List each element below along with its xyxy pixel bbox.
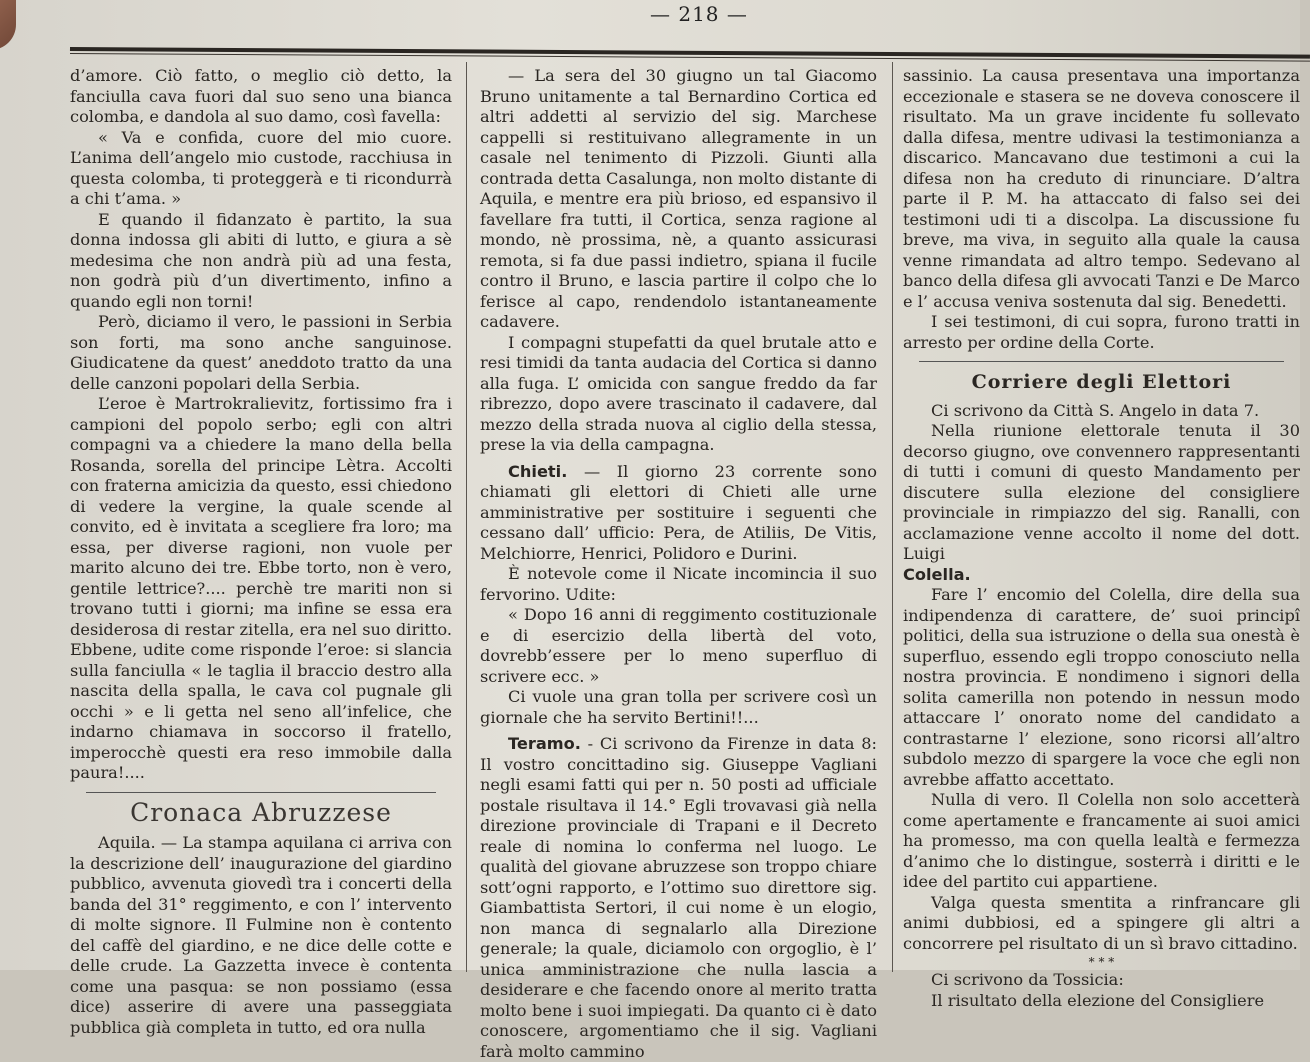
paragraph: — La sera del 30 giugno un tal Giacomo Bruno unitamente a tal Bernardino Cortica ed altri addetti al servizio del sig. Marchese cappelli si restituivano allegramente in un casale nel tenimento di Pizzoli. Giunti alla contrada detta Casalunga, non molto distante di Aquila, e mentre era più brioso, ed espansivo il favellare fra tutti, il Cortica, senza ragione al mondo, nè prossima, nè, a quanto assicurasi remota, si fa due passi indietro, spiana il fucile contro il Bruno, e lascia partire il colpo che lo ferisce al capo, rendendolo istantaneamente cadavere. xyxy=(480,66,877,331)
teramo-paragraph: Teramo. - Ci scrivono da Firenze in data 8: Il vostro concittadino sig. Giuseppe Vagliani negli esami fatti qui per n. 50 posti ad ufficiale postale risultava il 14.° Egli trovavasi già nella direzione provinciale di Trapani e il Decreto reale di nomina lo conferma nel luogo. Le qualità del giovane abruzzese son troppo chiare sott’ogni rapporto, e l’ottimo suo direttore sig. Giambattista Sertori, il cui nome è un elogio, non manca di segnalarlo alla Direzione generale; la quale, diciamolo con orgoglio, è l’ unica amministrazione che nulla lascia a desiderare e che facendo onore al merito tratta molto bene i suoi impiegati. Da quanto ci è dato conoscere, argomentiamo che il sig. Vagliani farà molto cammino xyxy=(480,734,877,1061)
paragraph: È notevole come il Nicate incomincia il suo fervorino. Udite: xyxy=(480,564,877,604)
column-divider-1 xyxy=(466,62,467,972)
paragraph: Ci scrivono da Città S. Angelo in data 7. xyxy=(931,400,1260,420)
paragraph: Nulla di vero. Il Colella non solo accetterà come apertamente e francamente ai suoi amici ha promesso, ma con quella lealtà e fermezza d’animo che lo distingue, sosterrà i diritti e le idee del partito cui appartiene. xyxy=(903,790,1300,891)
paragraph: Però, diciamo il vero, le passioni in Serbia son forti, ma sono anche sanguinose. Giudicatene da quest’ aneddoto tratto da una delle canzoni popolari della Serbia. xyxy=(70,312,452,393)
paragraph: Valga questa smentita a rinfrancare gli animi dubbiosi, ed a spingere gli altri a concorrere pel risultato di un sì bravo cittadino. xyxy=(903,892,1300,953)
section-rule xyxy=(919,361,1284,362)
section-rule xyxy=(86,792,436,793)
finger-thumb xyxy=(0,0,16,50)
paragraph: Ci scrivono da Tossicia: xyxy=(931,970,1124,989)
paragraph: I compagni stupefatti da quel brutale atto e resi timidi da tanta audacia del Cortica si danno alla fuga. L’ omicida con sangue freddo da far ribrezzo, dopo avere trascinato il cadavere, dal mezzo della strada nuova al ciglio della stessa, prese la via della campagna. xyxy=(480,332,877,454)
paragraph: sassinio. La causa presentava una importanza eccezionale e stasera se ne doveva conoscere il risultato. Ma un grave incidente fu sollevato dalla difesa, mentre udivasi la testimonianza a discarico. Mancavano due testimoni a cui la difesa non ha creduto di rinunciare. D’altra parte il P. M. ha attaccato di falso sei dei testimoni udi ti a discolpa. La discussione fu breve, ma viva, in seguito alla quale la causa venne rimandata ad altro tempo. Sedevano al banco della difesa gli avvocati Tanzi e De Marco e l’ accusa veniva sostenuta dal sig. Benedetti. xyxy=(903,66,1300,311)
column-divider-2 xyxy=(892,62,893,972)
asterism: * * * xyxy=(1088,955,1115,969)
paragraph: « Va e confida, cuore del mio cuore. L’anima dell’angelo mio custode, racchiusa in questa colomba, ti proteggerà e ti ricondurrà a chi t’ama. » xyxy=(70,127,452,208)
section-title-corriere: Corriere degli Elettori xyxy=(971,371,1232,393)
dateline-aquila: Aquila. xyxy=(98,833,156,852)
paragraph: « Dopo 16 anni di reggimento costituzionale e di esercizio della libertà del voto, dovrebb’essere per lo meno superfluo di scrivere ecc. » xyxy=(480,605,877,686)
dateline-chieti: Chieti. xyxy=(508,461,568,481)
paragraph: Fare l’ encomio del Colella, dire della sua indipendenza di carattere, de’ suoi principî politici, della sua istruzione o della sua onestà è superfluo, essendo egli troppo conosciuto nella nostra provincia. E nondimeno i signori della solita camerilla non potendo in nessun modo attaccare l’ onorato nome del candidato a contrastarne l’ elezione, sono ricorsi all’altro subdolo mezzo di spargere la voce che egli non avrebbe affatto accettato. xyxy=(903,585,1300,789)
section-title-cronaca: Cronaca Abruzzese xyxy=(130,797,392,827)
aquila-paragraph: Aquila. — La stampa aquilana ci arriva con la descrizione dell’ inaugurazione del giardino pubblico, avvenuta giovedì tra i concerti della banda del 31° reggimento, e con l’ intervento di molte signore. Il Fulmine non è contento del caffè del giardino, e ne dice delle cotte e delle crude. La Gazzetta invece è contenta come una pasqua: se non possiamo (essa dice) asserire di avere una passeggiata pubblica già completa in tutto, ed ora nulla xyxy=(70,833,452,1037)
candidate-name: Colella. xyxy=(903,564,971,584)
paragraph: Nella riunione elettorale tenuta il 30 decorso giugno, ove convennero rappresentanti di tutti i comuni di questo Mandamento per discutere sulla elezione del consigliere provinciale in rimpiazzo del sig. Ranalli, con acclamazione venne accolto il nome del dott. Luigi xyxy=(903,421,1300,563)
column-2 xyxy=(480,66,877,1061)
paragraph: Ci vuole una gran tolla per scrivere così un giornale che ha servito Bertini!!... xyxy=(480,687,877,727)
paragraph: L’eroe è Martrokralievitz, fortissimo fra i campioni del popolo serbo; egli con altri compagni va a chiedere la mano della bella Rosanda, sorella del principe Lètra. Accolti con fraterna amicizia da questo, essi chiedono di vedere la vergine, la quale scende al convito, ed è invitata a scegliere fra loro; ma essa, per diverse ragioni, non vuole per marito alcuno dei tre. Ebbe torto, non è vero, gentile lettrice?.... perchè tre mariti non si trovano tutti i giorni; ma infine se essa era desiderosa di restar zitella, era nel suo diritto. Ebbene, udite come risponde l’eroe: si slancia sulla fanciulla « le taglia il braccio destro alla nascita della spalla, le cava col pugnale gli occhi » e li getta nel seno all’infelice, che indarno chiamava in soccorso il fratello, imperocchè questi era reso immobile dalla paura!.... xyxy=(70,394,452,782)
paragraph: E quando il fidanzato è partito, la sua donna indossa gli abiti di lutto, e giura a sè medesima che non andrà più ad una festa, non godrà più d’un divertimento, infino a quando egli non torni! xyxy=(70,209,452,311)
paragraph: I sei testimoni, di cui sopra, furono tratti in arresto per ordine della Corte. xyxy=(903,312,1300,352)
chieti-paragraph: Chieti. — Il giorno 23 corrente sono chiamati gli elettori di Chieti alle urne amministrative per sostituire i seguenti che cessano dall’ ufficio: Pera, de Atiliis, De Vitis, Melchiorre, Henrici, Polidoro e Durini. xyxy=(480,461,877,563)
paragraph: Il risultato della elezione del Consigliere xyxy=(931,990,1265,1010)
column-3 xyxy=(903,66,1300,1010)
paragraph: d’amore. Ciò fatto, o meglio ciò detto, la fanciulla cava fuori dal suo seno una bianca colomba, e dandola al suo damo, così favella: xyxy=(70,66,452,126)
column-1 xyxy=(70,66,452,1037)
dateline-teramo: Teramo. xyxy=(508,734,581,753)
page-number: — 218 — xyxy=(650,2,748,26)
